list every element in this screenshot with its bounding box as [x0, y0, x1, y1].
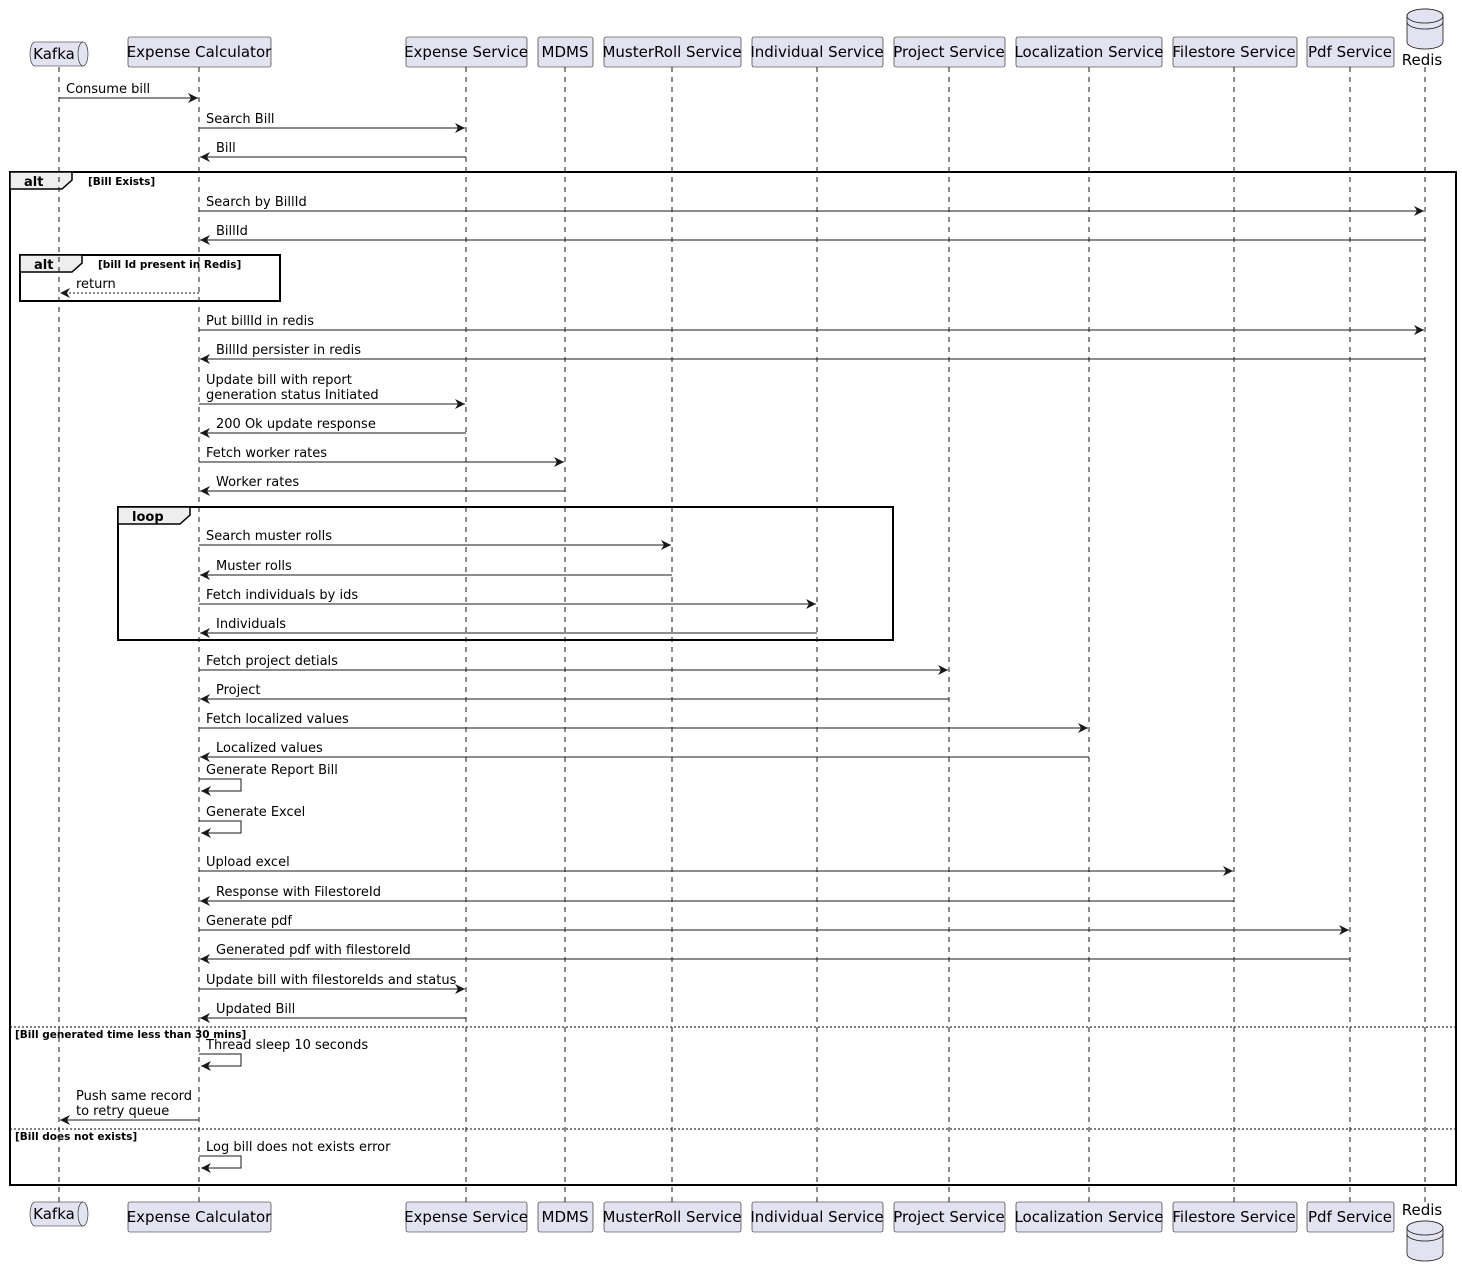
- message-label: Fetch individuals by ids: [206, 588, 359, 603]
- participant-redis-top: [1402, 9, 1443, 69]
- message-arrow: [200, 343, 1425, 359]
- message-arrow: [199, 1038, 368, 1066]
- frame-else-guard-label: [Bill does not exists]: [15, 1131, 138, 1143]
- message-arrow: [60, 277, 199, 293]
- frame-operator-label: alt: [34, 258, 54, 273]
- message-arrow: [199, 712, 1088, 728]
- message-arrow: [199, 314, 1424, 330]
- participant-label: Expense Service: [404, 1208, 528, 1226]
- participant-label: Redis: [1401, 51, 1443, 69]
- participant-label: Localization Service: [1014, 43, 1164, 61]
- message-label: Consume bill: [66, 82, 151, 97]
- participant-label: MusterRoll Service: [602, 43, 742, 61]
- message-arrow: [199, 588, 816, 604]
- participant-label: Project Service: [893, 43, 1005, 61]
- participant-kafka-top: [30, 42, 88, 66]
- message-arrow: [199, 654, 948, 670]
- message-arrow: [199, 373, 465, 404]
- participant-label: Kafka: [33, 45, 75, 63]
- participant-label: MusterRoll Service: [602, 1208, 742, 1226]
- participant-pdf-top: [1307, 37, 1394, 67]
- message-label: Generated pdf with filestoreId: [216, 943, 411, 958]
- message-label: Response with FilestoreId: [216, 885, 382, 900]
- participant-label: Localization Service: [1014, 1208, 1164, 1226]
- database-icon: [1407, 9, 1443, 49]
- message-arrow: [200, 617, 817, 633]
- message-arrow: [200, 475, 565, 491]
- message-label: Muster rolls: [216, 559, 292, 574]
- participant-label: Project Service: [893, 1208, 1005, 1226]
- participant-muster-top: [602, 37, 741, 67]
- message-arrow: [200, 1002, 466, 1018]
- frame-guard-label: [bill Id present in Redis]: [98, 259, 242, 271]
- participant-pdf-bottom: [1307, 1202, 1394, 1232]
- message-arrow: [60, 1089, 199, 1120]
- participant-label: Filestore Service: [1172, 43, 1296, 61]
- participant-label: Redis: [1401, 1201, 1443, 1219]
- message-label: Upload excel: [206, 855, 290, 870]
- message-label: BillId persister in redis: [216, 343, 361, 358]
- participant-local-bottom: [1014, 1202, 1163, 1232]
- message-arrow: [200, 559, 672, 575]
- message-label: Generate pdf: [206, 914, 292, 929]
- message-arrow: [200, 741, 1089, 757]
- message-label: Fetch worker rates: [206, 446, 328, 461]
- participant-label: Expense Service: [404, 43, 528, 61]
- message-label: Search Bill: [206, 112, 275, 127]
- message-arrow: [199, 195, 1424, 211]
- message-label: Worker rates: [216, 475, 300, 490]
- database-icon: [1407, 1221, 1443, 1261]
- participant-label: Expense Calculator: [126, 43, 272, 61]
- message-label: Log bill does not exists error: [206, 1140, 391, 1155]
- participant-mdms-bottom: [538, 1202, 593, 1232]
- message-arrow: [199, 112, 465, 128]
- self-message-line: [199, 1054, 241, 1066]
- message-arrow: [200, 141, 466, 157]
- participant-project-top: [893, 37, 1005, 67]
- message-arrow: [199, 914, 1349, 930]
- message-arrow: [199, 1140, 391, 1168]
- participant-label: Individual Service: [750, 43, 884, 61]
- participant-expsvc-bottom: [404, 1202, 528, 1232]
- participant-label: Individual Service: [750, 1208, 884, 1226]
- message-label: Search muster rolls: [206, 529, 333, 544]
- message-label: Bill: [216, 141, 236, 156]
- participant-filestore-top: [1172, 37, 1297, 67]
- message-label: 200 Ok update response: [216, 417, 376, 432]
- participant-filestore-bottom: [1172, 1202, 1297, 1232]
- message-arrow: [199, 529, 671, 545]
- message-label: Put billId in redis: [206, 314, 315, 329]
- message-label: Localized values: [216, 741, 323, 756]
- message-arrow: [200, 943, 1350, 959]
- message-label: Generate Report Bill: [206, 763, 338, 778]
- participant-label: Filestore Service: [1172, 1208, 1296, 1226]
- frame-guard-label: [Bill Exists]: [88, 176, 156, 188]
- participant-expcalc-bottom: [127, 1202, 272, 1232]
- message-arrow: [199, 855, 1233, 871]
- message-arrow: [200, 683, 949, 699]
- participant-label: MDMS: [541, 43, 589, 61]
- frame-else-guard-label: [Bill generated time less than 30 mins]: [15, 1029, 247, 1041]
- participant-label: MDMS: [541, 1208, 589, 1226]
- participant-mdms-top: [538, 37, 593, 67]
- self-message-line: [199, 821, 241, 833]
- message-label: Individuals: [216, 617, 287, 632]
- participant-label: Expense Calculator: [126, 1208, 272, 1226]
- message-label: Fetch project detials: [206, 654, 338, 669]
- participant-indiv-top: [750, 37, 883, 67]
- message-label: BillId: [216, 224, 248, 239]
- participant-kafka-bottom: [30, 1202, 88, 1226]
- message-label: Push same record: [76, 1089, 193, 1104]
- participant-indiv-bottom: [750, 1202, 883, 1232]
- participant-redis-bottom: [1402, 1201, 1443, 1261]
- message-label: Update bill with filestoreIds and status: [206, 973, 457, 988]
- self-message-line: [199, 1156, 241, 1168]
- message-label: Thread sleep 10 seconds: [206, 1038, 369, 1053]
- message-arrow: [199, 446, 564, 462]
- participant-label: Pdf Service: [1307, 1208, 1393, 1226]
- frame-operator-label: alt: [24, 175, 44, 190]
- message-arrow: [59, 82, 198, 98]
- message-label: return: [76, 277, 116, 292]
- message-label: Update bill with report: [206, 373, 352, 388]
- message-label: to retry queue: [76, 1104, 170, 1119]
- participant-expcalc-top: [127, 37, 272, 67]
- participant-local-top: [1014, 37, 1163, 67]
- participant-muster-bottom: [602, 1202, 741, 1232]
- message-arrow: [199, 763, 338, 791]
- self-message-line: [199, 779, 241, 791]
- participant-label: Pdf Service: [1307, 43, 1393, 61]
- message-arrow: [199, 805, 305, 833]
- message-arrow: [200, 885, 1234, 901]
- message-label: generation status Initiated: [206, 388, 379, 403]
- participant-label: Kafka: [33, 1205, 75, 1223]
- participant-expsvc-top: [404, 37, 528, 67]
- message-arrow: [199, 973, 465, 989]
- message-arrow: [200, 417, 466, 433]
- message-arrow: [200, 224, 1425, 240]
- participant-project-bottom: [893, 1202, 1005, 1232]
- message-label: Generate Excel: [206, 805, 306, 820]
- message-label: Search by BillId: [206, 195, 307, 210]
- message-label: Project: [216, 683, 261, 698]
- frame-operator-label: loop: [132, 510, 164, 525]
- message-label: Updated Bill: [216, 1002, 296, 1017]
- message-label: Fetch localized values: [206, 712, 349, 727]
